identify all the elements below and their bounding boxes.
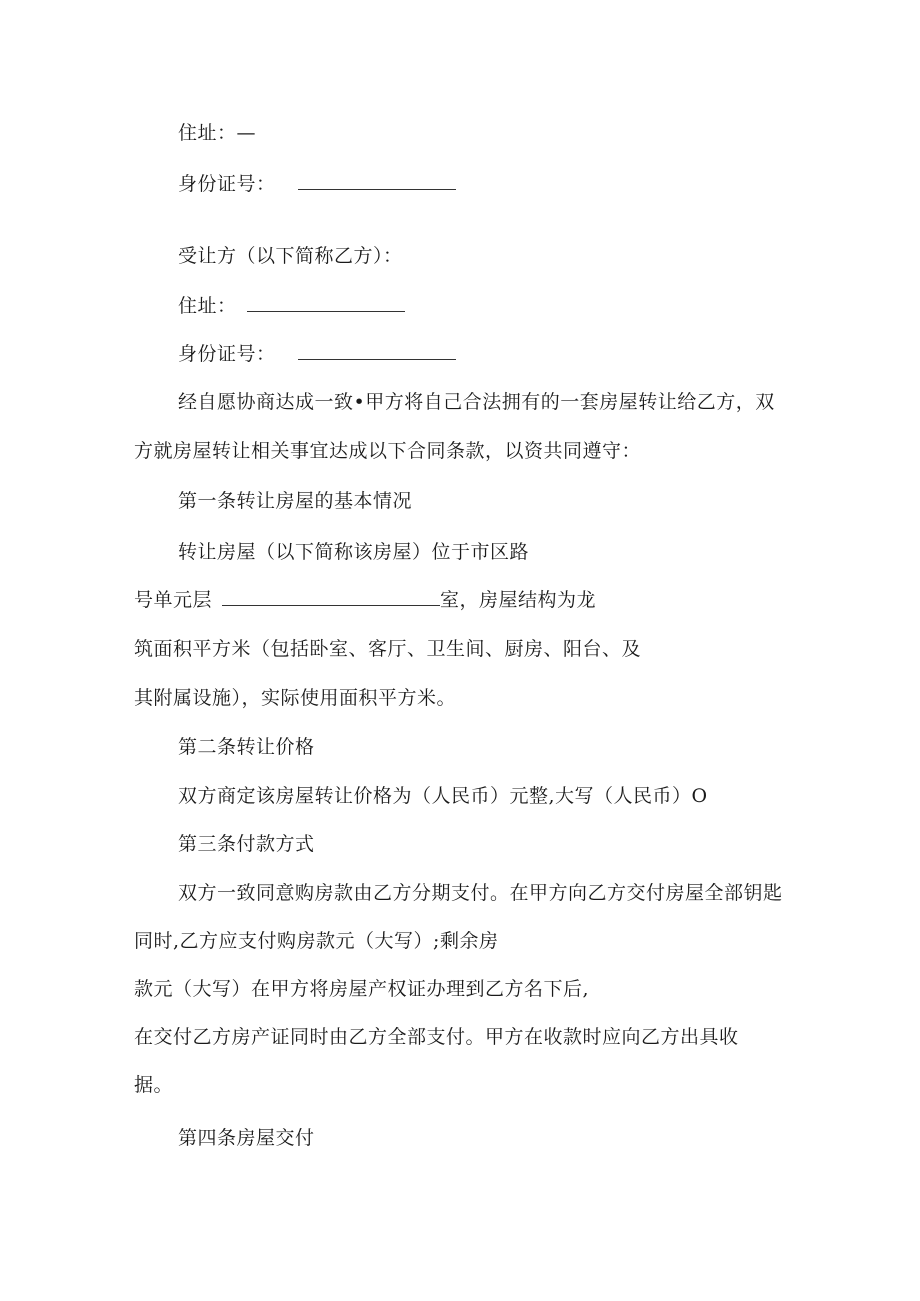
paragraph-line — [178, 784, 708, 808]
paragraph-text: 据。 — [134, 1074, 174, 1096]
address-label: 住址：— — [178, 122, 257, 144]
paragraph-line — [134, 929, 498, 953]
transferee-label: 受让方（以下简称乙方）： — [178, 245, 403, 267]
paragraph-text: 双方商定该房屋转让价格为（人民币）元整,大写（人民币）O — [178, 785, 708, 807]
paragraph-text: 同时,乙方应支付购房款元（大写）;剩余房 — [134, 930, 499, 952]
article-heading — [178, 1126, 315, 1150]
transferee-address-line — [178, 294, 405, 318]
paragraph-line — [134, 439, 641, 463]
paragraph-line — [178, 881, 783, 905]
article-2-title: 第二条转让价格 — [178, 736, 315, 758]
article-1-title: 第一条转让房屋的基本情况 — [178, 490, 413, 512]
paragraph-line — [134, 1073, 173, 1097]
paragraph-text: 转让房屋（以下简称该房屋）位于市区路 — [178, 541, 530, 563]
paragraph-text: 室，房屋结构为龙 — [440, 589, 597, 611]
paragraph-line — [134, 637, 641, 661]
article-3-title: 第三条付款方式 — [178, 833, 315, 855]
paragraph-line — [178, 390, 775, 414]
transferee-address-label: 住址： — [178, 295, 237, 317]
id-number-line — [178, 172, 456, 196]
transferee-address-blank — [247, 295, 405, 312]
paragraph-text: 在交付乙方房产证同时由乙方全部支付。甲方在收款时应向乙方出具收 — [134, 1026, 739, 1048]
paragraph-text: 经自愿协商达成一致•甲方将自己合法拥有的一套房屋转让给乙方，双 — [178, 391, 775, 413]
paragraph-line — [134, 977, 589, 1001]
article-4-title: 第四条房屋交付 — [178, 1127, 315, 1149]
room-blank — [222, 589, 440, 606]
paragraph-text: 方就房屋转让相关事宜达成以下合同条款，以资共同遵守： — [134, 440, 642, 462]
transferee-id-label: 身份证号： — [178, 343, 276, 365]
transferee-id-blank — [298, 343, 456, 360]
paragraph-text: 号单元层 — [134, 589, 213, 611]
paragraph-line — [134, 588, 596, 612]
article-heading — [178, 832, 315, 856]
address-line — [178, 121, 256, 145]
paragraph-text: 其附属设施），实际使用面积平方米。 — [134, 687, 457, 709]
article-heading — [178, 735, 315, 759]
paragraph-line — [134, 1025, 739, 1049]
paragraph-text: 筑面积平方米（包括卧室、客厅、卫生间、厨房、阳台、及 — [134, 638, 642, 660]
id-number-label: 身份证号： — [178, 173, 276, 195]
transferee-heading — [178, 244, 403, 268]
transferee-id-line — [178, 342, 456, 366]
paragraph-text: 款元（大写）在甲方将房屋产权证办理到乙方名下后, — [134, 978, 590, 1000]
paragraph-line — [134, 686, 456, 710]
paragraph-text: 双方一致同意购房款由乙方分期支付。在甲方向乙方交付房屋全部钥匙 — [178, 882, 783, 904]
article-heading — [178, 489, 412, 513]
paragraph-line — [178, 540, 529, 564]
id-number-blank — [298, 173, 456, 190]
